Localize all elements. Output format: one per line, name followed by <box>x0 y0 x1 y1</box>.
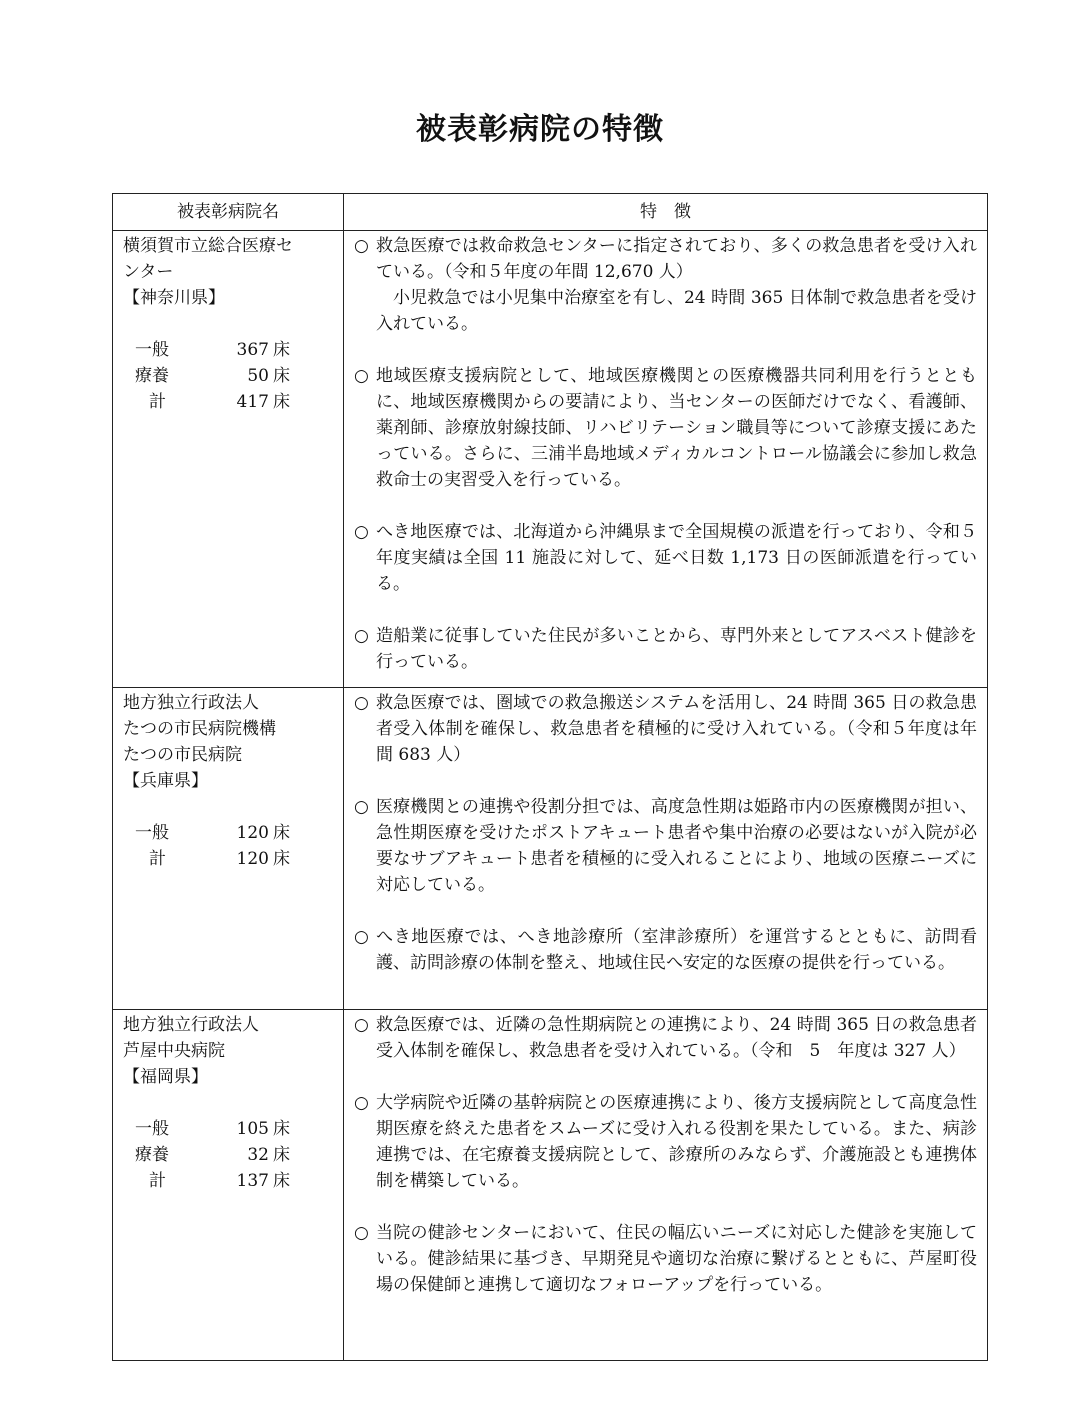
feature-item <box>354 519 977 597</box>
table-row <box>113 231 988 688</box>
bed-count: 105 <box>236 1119 269 1139</box>
feature-text: 救急医療では、近隣の急性期病院との連携により、24 時間 365 日の救急患者受入体制を確保し、救急患者を受け入れている。（令和 5 年度は 327 人） <box>376 1015 977 1061</box>
table-row <box>113 1010 988 1361</box>
features-cell <box>344 688 988 1010</box>
bed-unit: 床 <box>273 1171 290 1191</box>
feature-text: へき地医療では、へき地診療所（室津診療所）を運営するとともに、訪問看護、訪問診療の体制を整え、地域住民へ安定的な医療の提供を行っている。 <box>376 927 977 973</box>
feature-text-continued: 小児救急では小児集中治療室を有し、24 時間 365 日体制で救急患者を受け入れている。 <box>376 288 977 334</box>
feature-text: 救急医療では、圏域での救急搬送システムを活用し、24 時間 365 日の救急患者受入体制を確保し、救急患者を積極的に受け入れている。（令和５年度は年間 683 人） <box>376 693 977 765</box>
features-cell <box>344 231 988 688</box>
hospital-name-line: 横須賀市立総合医療セ <box>123 236 293 256</box>
feature-item <box>354 1220 977 1298</box>
feature-item <box>354 623 977 675</box>
bed-row <box>123 1168 337 1194</box>
bed-count: 417 <box>236 392 269 412</box>
prefecture-label: 【神奈川県】 <box>123 288 225 308</box>
hospital-name-line: 芦屋中央病院 <box>123 1041 225 1061</box>
bed-unit: 床 <box>273 340 290 360</box>
circle-bullet-icon: ○ <box>354 236 369 256</box>
bed-count: 120 <box>236 823 269 843</box>
feature-item <box>354 1012 977 1064</box>
circle-bullet-icon: ○ <box>354 927 369 947</box>
circle-bullet-icon: ○ <box>354 1093 369 1113</box>
bed-count: 367 <box>236 340 269 360</box>
feature-item <box>354 233 977 337</box>
bed-count: 137 <box>236 1171 269 1191</box>
prefecture-label: 【福岡県】 <box>123 1067 208 1087</box>
circle-bullet-icon: ○ <box>354 693 369 713</box>
hospital-name-line: 地方独立行政法人 <box>123 693 259 713</box>
bed-counts <box>123 820 337 872</box>
hospital-features-table <box>112 193 988 1361</box>
circle-bullet-icon: ○ <box>354 522 369 542</box>
table-row <box>113 688 988 1010</box>
page-title: 被表彰病院の特徴 <box>416 112 664 147</box>
table-header-row <box>113 194 988 231</box>
feature-item <box>354 363 977 493</box>
bed-row <box>123 846 337 872</box>
bed-count: 32 <box>247 1145 269 1165</box>
bed-unit: 床 <box>273 823 290 843</box>
bed-type: 計 <box>149 1171 166 1191</box>
features-cell <box>344 1010 988 1361</box>
bed-unit: 床 <box>273 1119 290 1139</box>
hospital-cell <box>113 1010 344 1361</box>
bed-type: 一般 <box>135 1119 169 1139</box>
feature-item <box>354 924 977 976</box>
feature-text: 当院の健診センターにおいて、住民の幅広いニーズに対応した健診を実施している。健診結果に基づき、早期発見や適切な治療に繋げるとともに、芦屋町役場の保健師と連携して適切なフォローアップを行っている。 <box>376 1223 977 1295</box>
bed-row <box>123 337 337 363</box>
bed-row <box>123 389 337 415</box>
bed-unit: 床 <box>273 392 290 412</box>
circle-bullet-icon: ○ <box>354 626 369 646</box>
circle-bullet-icon: ○ <box>354 1223 369 1243</box>
bed-type: 計 <box>149 392 166 412</box>
bed-type: 一般 <box>135 340 169 360</box>
hospital-name-line: たつの市民病院 <box>123 745 242 765</box>
feature-text: 地域医療支援病院として、地域医療機関との医療機器共同利用を行うとともに、地域医療機関からの要請により、当センターの医師だけでなく、看護師、薬剤師、診療放射線技師、リハビリテーション職員等について診療支援にあたっている。さらに、三浦半島地域メディカルコントロール協議会に参加し救急救命士の実習受入を行っている。 <box>376 366 977 490</box>
bed-type: 一般 <box>135 823 169 843</box>
hospital-name-line: 地方独立行政法人 <box>123 1015 259 1035</box>
bed-count: 50 <box>247 366 269 386</box>
circle-bullet-icon: ○ <box>354 1015 369 1035</box>
bed-unit: 床 <box>273 1145 290 1165</box>
feature-item <box>354 794 977 898</box>
hospital-cell <box>113 688 344 1010</box>
circle-bullet-icon: ○ <box>354 797 369 817</box>
bed-type: 療養 <box>135 1145 169 1165</box>
feature-text: 造船業に従事していた住民が多いことから、専門外来としてアスベスト健診を行っている。 <box>376 626 977 672</box>
feature-text: へき地医療では、北海道から沖縄県まで全国規模の派遣を行っており、令和５年度実績は全国 11 施設に対して、延べ日数 1,173 日の医師派遣を行っている。 <box>376 522 977 594</box>
bed-unit: 床 <box>273 849 290 869</box>
feature-item <box>354 1090 977 1194</box>
prefecture-label: 【兵庫県】 <box>123 771 208 791</box>
bed-counts <box>123 1116 337 1194</box>
bed-row <box>123 1142 337 1168</box>
bed-row <box>123 820 337 846</box>
header-hospital-name: 被表彰病院名 <box>113 194 344 231</box>
hospital-cell <box>113 231 344 688</box>
bed-row <box>123 1116 337 1142</box>
bed-counts <box>123 337 337 415</box>
header-features: 特 徴 <box>344 194 988 231</box>
bed-row <box>123 363 337 389</box>
feature-item <box>354 690 977 768</box>
bed-type: 計 <box>149 849 166 869</box>
feature-text: 医療機関との連携や役割分担では、高度急性期は姫路市内の医療機関が担い、急性期医療を受けたポストアキュート患者や集中治療の必要はないが入院が必要なサブアキュート患者を積極的に受入れることにより、地域の医療ニーズに対応している。 <box>376 797 977 895</box>
feature-text: 大学病院や近隣の基幹病院との医療連携により、後方支援病院として高度急性期医療を終えた患者をスムーズに受け入れる役割を果たしている。また、病診連携では、在宅療養支援病院として、診療所のみならず、介護施設とも連携体制を構築している。 <box>376 1093 977 1191</box>
hospital-name-line: ンター <box>123 262 174 282</box>
bed-unit: 床 <box>273 366 290 386</box>
hospital-name-line: たつの市民病院機構 <box>123 719 276 739</box>
feature-text: 救急医療では救命救急センターに指定されており、多くの救急患者を受け入れている。（令和５年度の年間 12,670 人） <box>376 236 977 282</box>
bed-type: 療養 <box>135 366 169 386</box>
bed-count: 120 <box>236 849 269 869</box>
circle-bullet-icon: ○ <box>354 366 369 386</box>
